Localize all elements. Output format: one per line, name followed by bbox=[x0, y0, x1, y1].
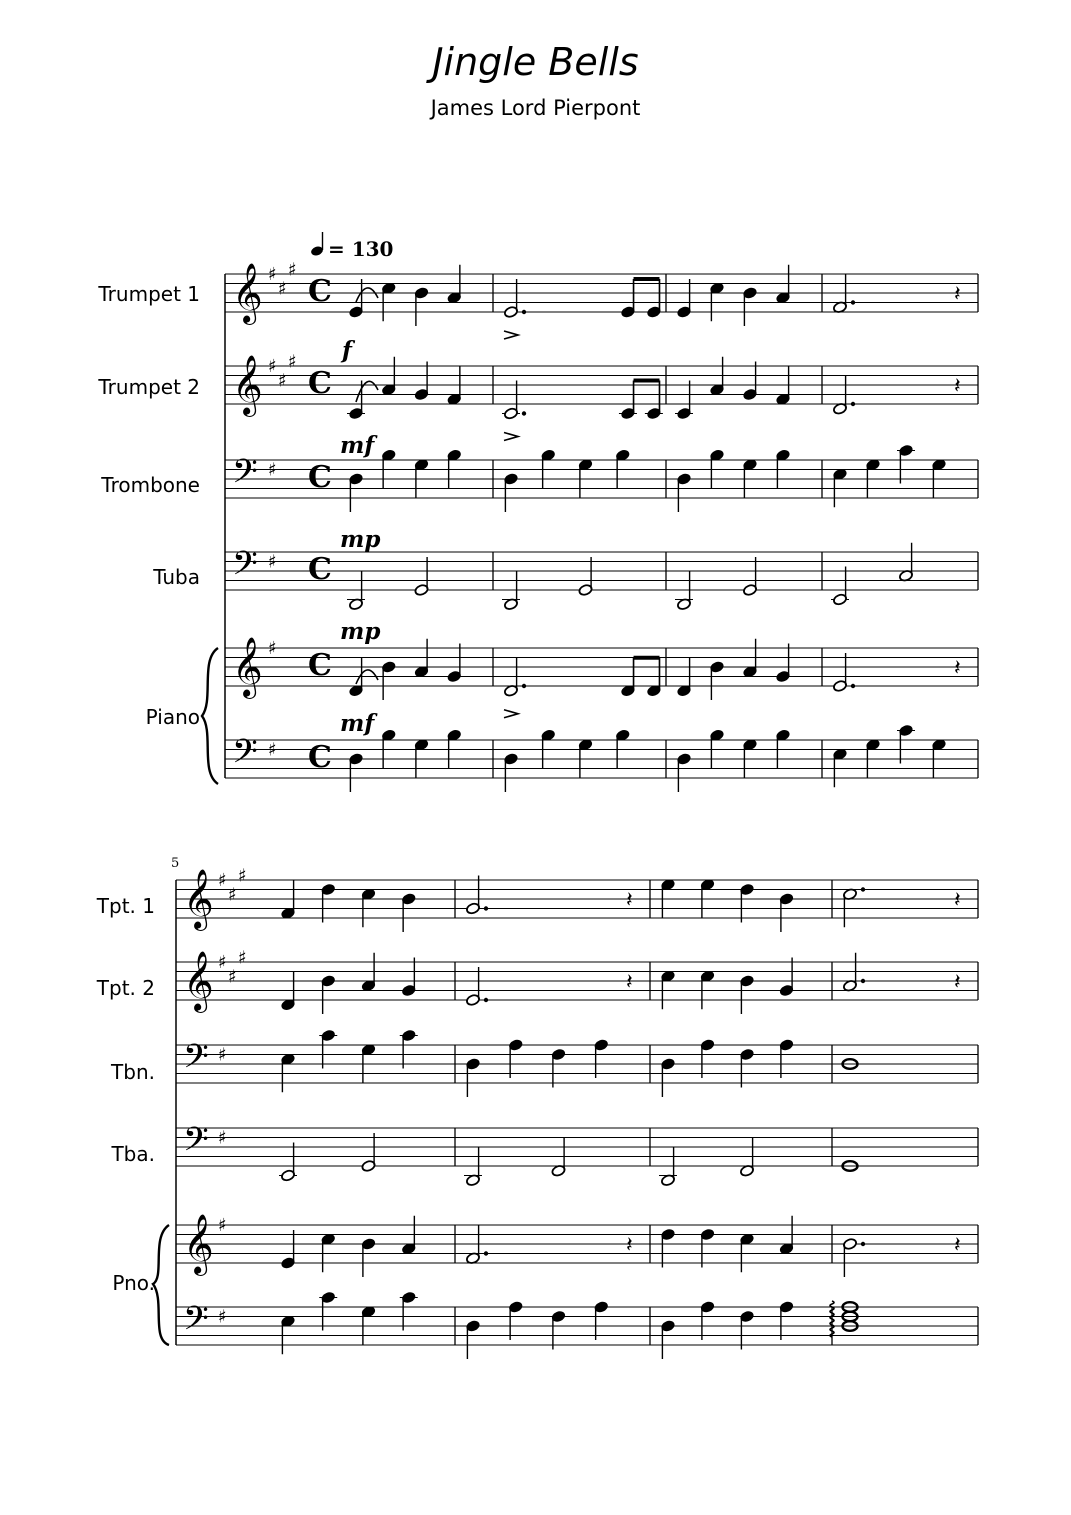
common-time-icon: C bbox=[308, 366, 332, 401]
augmentation-dot bbox=[522, 684, 526, 688]
dynamic-marking: f bbox=[342, 337, 352, 364]
sharp-icon: ♯ bbox=[218, 1215, 227, 1236]
quarter-rest-icon: 𝄽 bbox=[626, 888, 633, 913]
sharp-icon: ♯ bbox=[268, 356, 277, 377]
accent-mark bbox=[504, 710, 518, 718]
sharp-icon: ♯ bbox=[268, 459, 277, 481]
instrument-label-tbn: Tbn. bbox=[111, 1060, 155, 1084]
sharp-icon: ♯ bbox=[218, 1127, 227, 1149]
instrument-label-pno: Pno. bbox=[112, 1271, 155, 1295]
sharp-icon: ♯ bbox=[268, 551, 277, 573]
bass-clef-icon: 𝄢 bbox=[183, 1300, 209, 1346]
sharp-icon: ♯ bbox=[228, 966, 237, 988]
common-time-icon: C bbox=[308, 740, 332, 775]
sharp-icon: ♯ bbox=[238, 865, 247, 887]
common-time-icon: C bbox=[308, 274, 332, 309]
measure-number: 5 bbox=[171, 856, 180, 871]
common-time-icon: C bbox=[308, 648, 332, 683]
score-title: Jingle Bells bbox=[432, 40, 639, 84]
augmentation-dot bbox=[851, 300, 855, 304]
augmentation-dot bbox=[861, 887, 865, 891]
composer-name: James Lord Pierpont bbox=[430, 96, 641, 120]
instrument-label-trombone: Trombone bbox=[101, 473, 200, 497]
augmentation-dot bbox=[484, 998, 488, 1002]
instrument-label-tpt-1: Tpt. 1 bbox=[96, 894, 155, 918]
quarter-rest-icon: 𝄽 bbox=[954, 1233, 961, 1258]
instrument-label-trumpet-2: Trumpet 2 bbox=[98, 375, 200, 399]
augmentation-dot bbox=[851, 684, 855, 688]
quarter-rest-icon: 𝄽 bbox=[954, 656, 961, 681]
accent-mark bbox=[504, 433, 518, 441]
augmentation-dot bbox=[484, 906, 488, 910]
sharp-icon: ♯ bbox=[278, 370, 287, 392]
bass-clef-icon: 𝄢 bbox=[232, 733, 258, 779]
instrument-label-trumpet-1: Trumpet 1 bbox=[98, 282, 200, 306]
quarter-rest-icon: 𝄽 bbox=[626, 1233, 633, 1258]
sharp-icon: ♯ bbox=[278, 278, 287, 300]
augmentation-dot bbox=[522, 310, 526, 314]
tempo-marking bbox=[310, 232, 394, 261]
augmentation-dot bbox=[861, 1242, 865, 1246]
quarter-rest-icon: 𝄽 bbox=[954, 282, 961, 307]
dynamic-marking: mp bbox=[340, 618, 381, 645]
sharp-icon: ♯ bbox=[288, 259, 297, 281]
augmentation-dot bbox=[522, 411, 526, 415]
treble-clef-icon: 𝄞 bbox=[183, 951, 214, 1011]
quarter-rest-icon: 𝄽 bbox=[954, 970, 961, 995]
sharp-icon: ♯ bbox=[238, 947, 247, 969]
quarter-rest-icon: 𝄽 bbox=[954, 374, 961, 399]
sharp-icon: ♯ bbox=[218, 1306, 227, 1328]
augmentation-dot bbox=[851, 402, 855, 406]
bass-clef-icon: 𝄢 bbox=[183, 1121, 209, 1167]
accent-mark bbox=[504, 331, 518, 339]
instrument-label-tpt-2: Tpt. 2 bbox=[96, 976, 155, 1000]
quarter-rest-icon: 𝄽 bbox=[954, 888, 961, 913]
dynamic-marking: mf bbox=[340, 432, 375, 459]
piano-brace bbox=[202, 648, 218, 784]
instrument-label-tuba: Tuba bbox=[153, 565, 200, 589]
dynamic-marking: mf bbox=[340, 710, 375, 737]
treble-clef-icon: 𝄞 bbox=[183, 869, 214, 929]
augmentation-dot bbox=[861, 979, 865, 983]
sharp-icon: ♯ bbox=[288, 351, 297, 373]
treble-clef-icon: 𝄞 bbox=[183, 1214, 214, 1274]
treble-clef-icon: 𝄞 bbox=[232, 263, 263, 323]
bass-clef-icon: 𝄢 bbox=[232, 453, 258, 499]
sharp-icon: ♯ bbox=[218, 1044, 227, 1066]
dynamic-marking: mp bbox=[340, 526, 381, 553]
instrument-label-tba: Tba. bbox=[111, 1142, 155, 1166]
treble-clef-icon: 𝄞 bbox=[232, 637, 263, 697]
bass-clef-icon: 𝄢 bbox=[232, 545, 258, 591]
sharp-icon: ♯ bbox=[228, 884, 237, 906]
piano-brace bbox=[153, 1225, 169, 1345]
quarter-rest-icon: 𝄽 bbox=[626, 970, 633, 995]
tempo-text: = 130 bbox=[328, 237, 394, 261]
treble-clef-icon: 𝄞 bbox=[232, 355, 263, 415]
sharp-icon: ♯ bbox=[218, 952, 227, 973]
slur bbox=[356, 288, 378, 302]
sharp-icon: ♯ bbox=[218, 870, 227, 891]
notation-layer bbox=[153, 259, 978, 1359]
sharp-icon: ♯ bbox=[268, 739, 277, 761]
common-time-icon: C bbox=[308, 460, 332, 495]
sharp-icon: ♯ bbox=[268, 638, 277, 659]
augmentation-dot bbox=[484, 1251, 488, 1255]
bass-clef-icon: 𝄢 bbox=[183, 1038, 209, 1084]
instrument-label-piano: Piano bbox=[145, 705, 200, 729]
sharp-icon: ♯ bbox=[268, 264, 277, 285]
common-time-icon: C bbox=[308, 552, 332, 587]
